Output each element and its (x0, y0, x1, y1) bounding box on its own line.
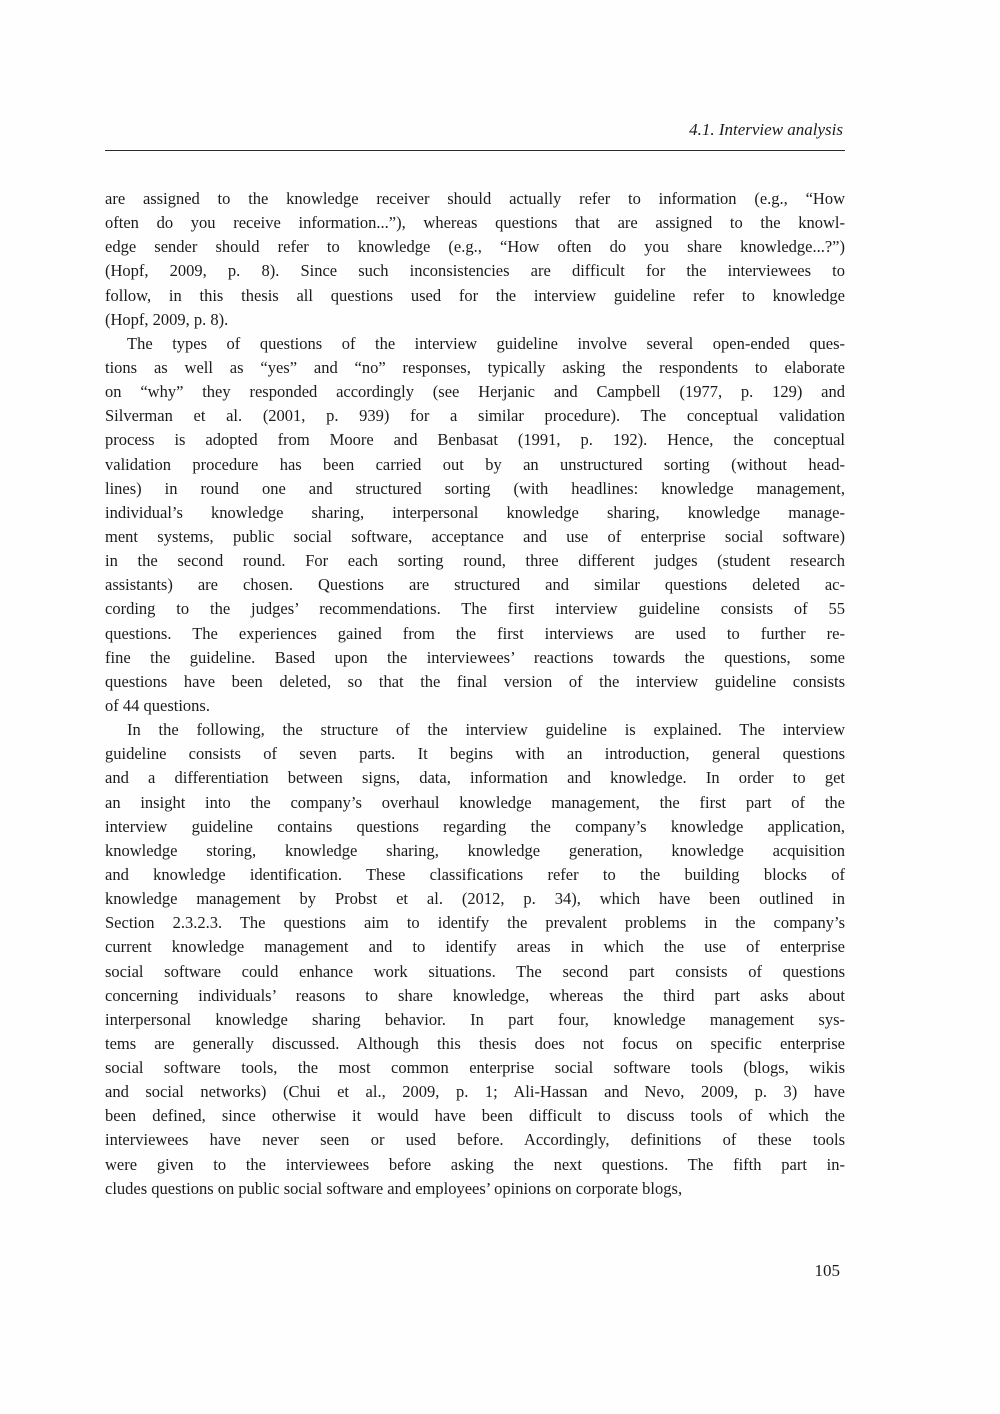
text-line: ment systems, public social software, acceptance and use of enterprise social software) (105, 526, 845, 546)
text-line: interviewees have never seen or used before. Accordingly, definitions of these tools (105, 1130, 845, 1150)
text-line: been defined, since otherwise it would have been difficult to discuss tools of which the (105, 1106, 845, 1126)
text-line: knowledge storing, knowledge sharing, knowledge generation, knowledge acquisition (105, 840, 845, 860)
text-line: The types of questions of the interview guideline involve several open-ended ques- (127, 333, 845, 353)
paragraph (105, 332, 845, 718)
text-line: social software tools, the most common enterprise social software tools (blogs, wikis (105, 1058, 845, 1078)
text-line: social software could enhance work situations. The second part consists of questions (105, 961, 845, 981)
text-line: an insight into the company’s overhaul knowledge management, the first part of the (105, 792, 845, 812)
text-line: individual’s knowledge sharing, interpersonal knowledge sharing, knowledge manage- (105, 502, 845, 522)
text-line: concerning individuals’ reasons to share knowledge, whereas the third part asks about (105, 985, 845, 1005)
text-line: Section 2.3.2.3. The questions aim to identify the prevalent problems in the company’s (105, 913, 845, 933)
text-line: follow, in this thesis all questions used for the interview guideline refer to knowledge (105, 285, 845, 305)
text-line: current knowledge management and to identify areas in which the use of enterprise (105, 937, 845, 957)
text-line: on “why” they responded accordingly (see Herjanic and Campbell (1977, p. 129) and (105, 382, 845, 402)
text-line: In the following, the structure of the interview guideline is explained. The interview (127, 720, 845, 740)
text-line: were given to the interviewees before asking the next questions. The fifth part in- (105, 1154, 845, 1174)
text-line: cludes questions on public social software and employees’ opinions on corporate blogs, (105, 1178, 683, 1198)
text-line: validation procedure has been carried out by an unstructured sorting (without head- (105, 454, 845, 474)
text-line: (Hopf, 2009, p. 8). Since such inconsistencies are difficult for the interviewees to (105, 261, 845, 281)
text-line: assistants) are chosen. Questions are structured and similar questions deleted ac- (105, 575, 845, 595)
text-line: questions have been deleted, so that the final version of the interview guideline consists (105, 671, 845, 691)
text-line: Silverman et al. (2001, p. 939) for a similar procedure). The conceptual validation (105, 406, 845, 426)
text-line: lines) in round one and structured sorting (with headlines: knowledge management, (105, 478, 845, 498)
text-line: (Hopf, 2009, p. 8). (105, 309, 229, 329)
text-line: guideline consists of seven parts. It begins with an introduction, general questions (105, 744, 845, 764)
text-line: interview guideline contains questions regarding the company’s knowledge application, (105, 816, 845, 836)
text-line: fine the guideline. Based upon the interviewees’ reactions towards the questions, some (105, 647, 845, 667)
text-line: edge sender should refer to knowledge (e.g., “How often do you share knowledge...?”) (105, 237, 845, 257)
text-line: interpersonal knowledge sharing behavior. In part four, knowledge management sys- (105, 1009, 845, 1029)
running-header-section-title: 4.1. Interview analysis (689, 120, 843, 139)
header-rule (105, 150, 845, 151)
text-line: and a differentiation between signs, data, information and knowledge. In order to get (105, 768, 845, 788)
paragraph (105, 187, 845, 332)
text-line: tions as well as “yes” and “no” responses, typically asking the respondents to elaborate (105, 357, 845, 377)
text-line: questions. The experiences gained from the first interviews are used to further re- (105, 623, 845, 643)
text-line: process is adopted from Moore and Benbasat (1991, p. 192). Hence, the conceptual (105, 430, 845, 450)
text-line: cording to the judges’ recommendations. The first interview guideline consists of 55 (105, 599, 845, 619)
text-line: tems are generally discussed. Although this thesis does not focus on specific enterprise (105, 1033, 845, 1053)
page-number: 105 (814, 1261, 840, 1280)
text-line: are assigned to the knowledge receiver should actually refer to information (e.g., “How (105, 189, 845, 208)
text-line: in the second round. For each sorting round, three different judges (student research (105, 551, 845, 571)
text-line: and social networks) (Chui et al., 2009, p. 1; Ali-Hassan and Nevo, 2009, p. 3) have (105, 1082, 845, 1102)
text-line: often do you receive information...”), whereas questions that are assigned to the knowl- (105, 213, 845, 233)
text-line: knowledge management by Probst et al. (2012, p. 34), which have been outlined in (105, 889, 845, 909)
text-line: of 44 questions. (105, 695, 210, 715)
paragraph (105, 718, 845, 1201)
body-text (105, 187, 845, 1201)
text-line: and knowledge identification. These classifications refer to the building blocks of (105, 864, 845, 884)
